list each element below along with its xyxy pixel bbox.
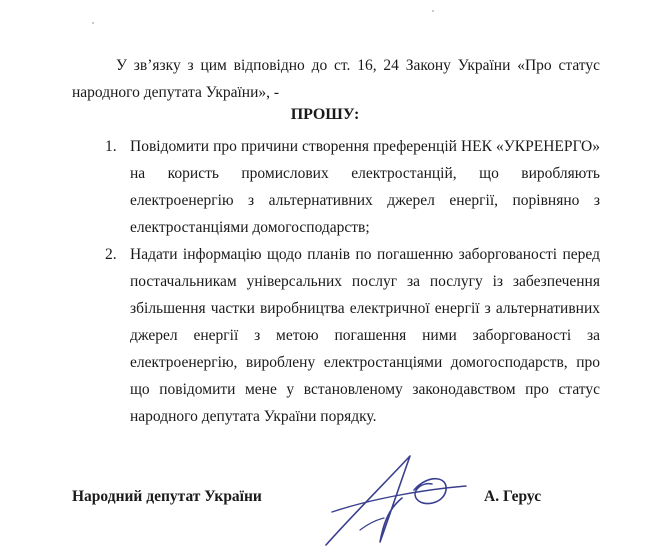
handwritten-signature bbox=[318, 450, 468, 550]
list-item-text: Надати інформацію щодо планів по погашенню заборгованості перед постачальникам універсальних послуг за послугу із забезпечення збільшення частки виробництва електричної енергії з альтернативних джерел енергії з метою погашення ними заборгованості за електроенергію, вироблену електростанціями домогосподарств, про що повідомити мене у встановленому законодавством про статус народного депутата України порядку. bbox=[130, 246, 600, 425]
scan-speck bbox=[92, 22, 94, 24]
list-item-text: Повідомити про причини створення преференцій НЕК «УКРЕНЕРГО» на користь промислових електростанцій, що виробляють електроенергію з альтернативних джерел енергії, порівняно з електростанціями домогосподарств; bbox=[130, 138, 600, 236]
list-item-number: 2. bbox=[105, 246, 117, 263]
list-item bbox=[105, 241, 600, 430]
request-heading: ПРОШУ: bbox=[290, 106, 360, 123]
list-item-number: 1. bbox=[105, 138, 117, 155]
list-item bbox=[105, 133, 600, 241]
signatory-position: Народний депутат України bbox=[72, 488, 262, 505]
intro-paragraph: У зв’язку з цим відповідно до ст. 16, 24 Закону України «Про статус народного депутата України», - bbox=[72, 57, 600, 101]
signatory-name: А. Герус bbox=[484, 488, 542, 505]
scan-speck bbox=[432, 10, 434, 12]
